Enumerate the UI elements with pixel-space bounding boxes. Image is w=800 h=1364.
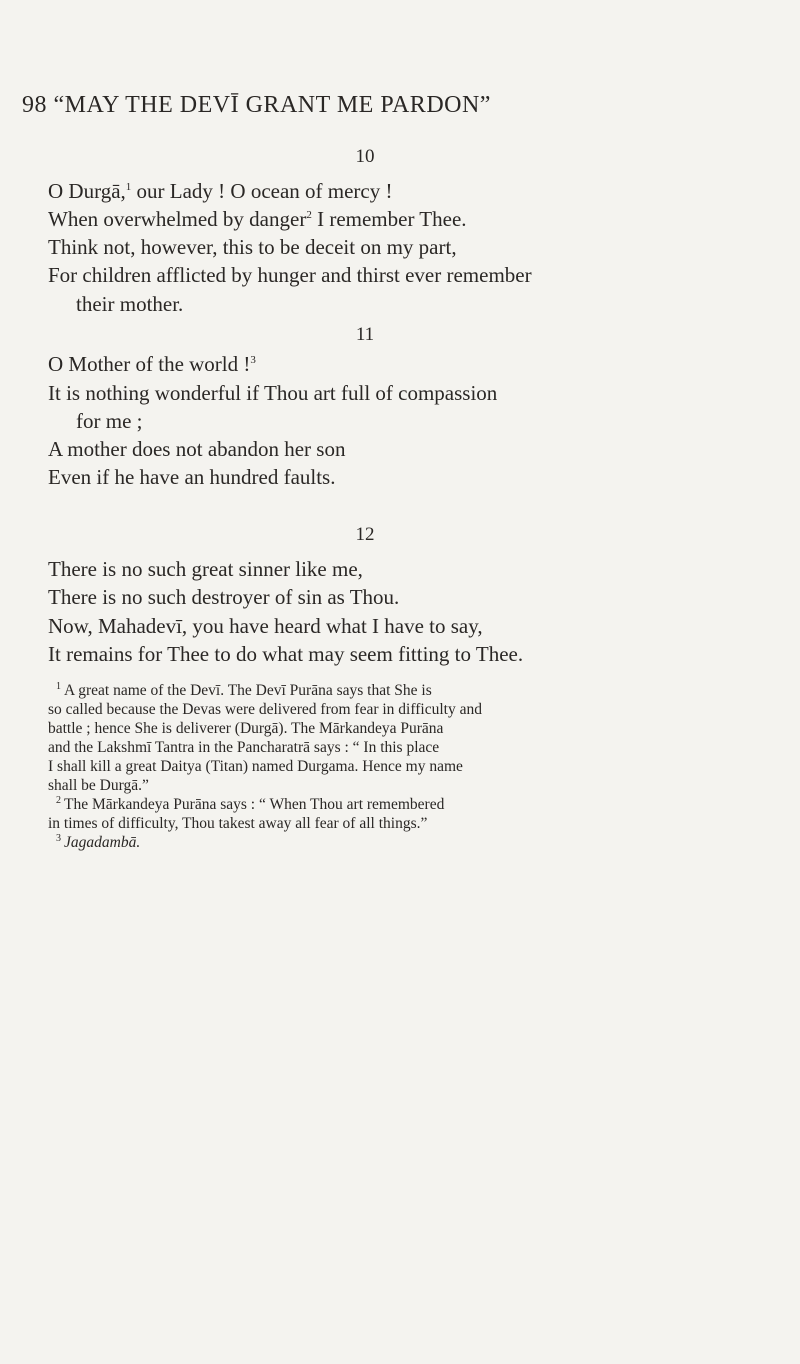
footnote-line: so called because the Devas were delivered from fear in difficulty and [48, 701, 482, 718]
verse-line: For children afflicted by hunger and thirst ever remember [48, 263, 532, 287]
footnote-mark: 2 [56, 794, 61, 806]
verse-line: Even if he have an hundred faults. [48, 465, 336, 489]
verse-line: There is no such great sinner like me, [48, 557, 363, 581]
verse-line: Now, Mahadevī, you have heard what I have to say, [48, 614, 483, 638]
verse-line: their mother. [76, 292, 184, 316]
footnote-line: $^3$ Jagadambā. [56, 832, 141, 851]
running-head: 98 “MAY THE DEVĪ GRANT ME PARDON” [22, 92, 491, 118]
verse-line: It remains for Thee to do what may seem fitting to Thee. [48, 642, 524, 666]
verse-line: A mother does not abandon her son [48, 437, 346, 461]
footnote-ref: 3 [250, 354, 256, 366]
footnote-line: and the Lakshmī Tantra in the Pancharatrā says : “ In this place [48, 739, 440, 756]
footnote-line: in times of difficulty, Thou takest away all fear of all things.” [48, 815, 428, 832]
verse-line: O Mother of the world !$^3$ [48, 352, 256, 376]
footnote-mark: 3 [56, 832, 61, 844]
footnote-ref: 1 [125, 181, 132, 193]
verse-line: for me ; [76, 409, 143, 433]
verse-line: There is no such destroyer of sin as Thou. [48, 585, 400, 609]
verse-line: When overwhelmed by danger$^2$ I remember Thee. [48, 207, 467, 231]
footnote-line: $^2$ The Mārkandeya Purāna says : “ When Thou art remembered [56, 794, 445, 813]
footnote-line: $^1$ A great name of the Devī. The Devī Purāna says that She is [56, 680, 432, 699]
verse-number: 11 [355, 324, 375, 345]
verse-number: 10 [355, 146, 375, 167]
verse-line: O Durgā,$^1$ our Lady ! O ocean of mercy ! [48, 179, 393, 203]
verse-line: It is nothing wonderful if Thou art full of compassion [48, 381, 498, 405]
footnote-ref: 2 [306, 209, 312, 221]
footnote-mark: 1 [56, 680, 61, 692]
footnote-line: I shall kill a great Daitya (Titan) named Durgama. Hence my name [48, 758, 463, 775]
verse-line: Think not, however, this to be deceit on my part, [48, 235, 457, 259]
footnote-line: shall be Durgā.” [48, 777, 149, 794]
verse-number: 12 [355, 524, 375, 545]
footnote-line: battle ; hence She is deliverer (Durgā). The Mārkandeya Purāna [48, 720, 444, 737]
